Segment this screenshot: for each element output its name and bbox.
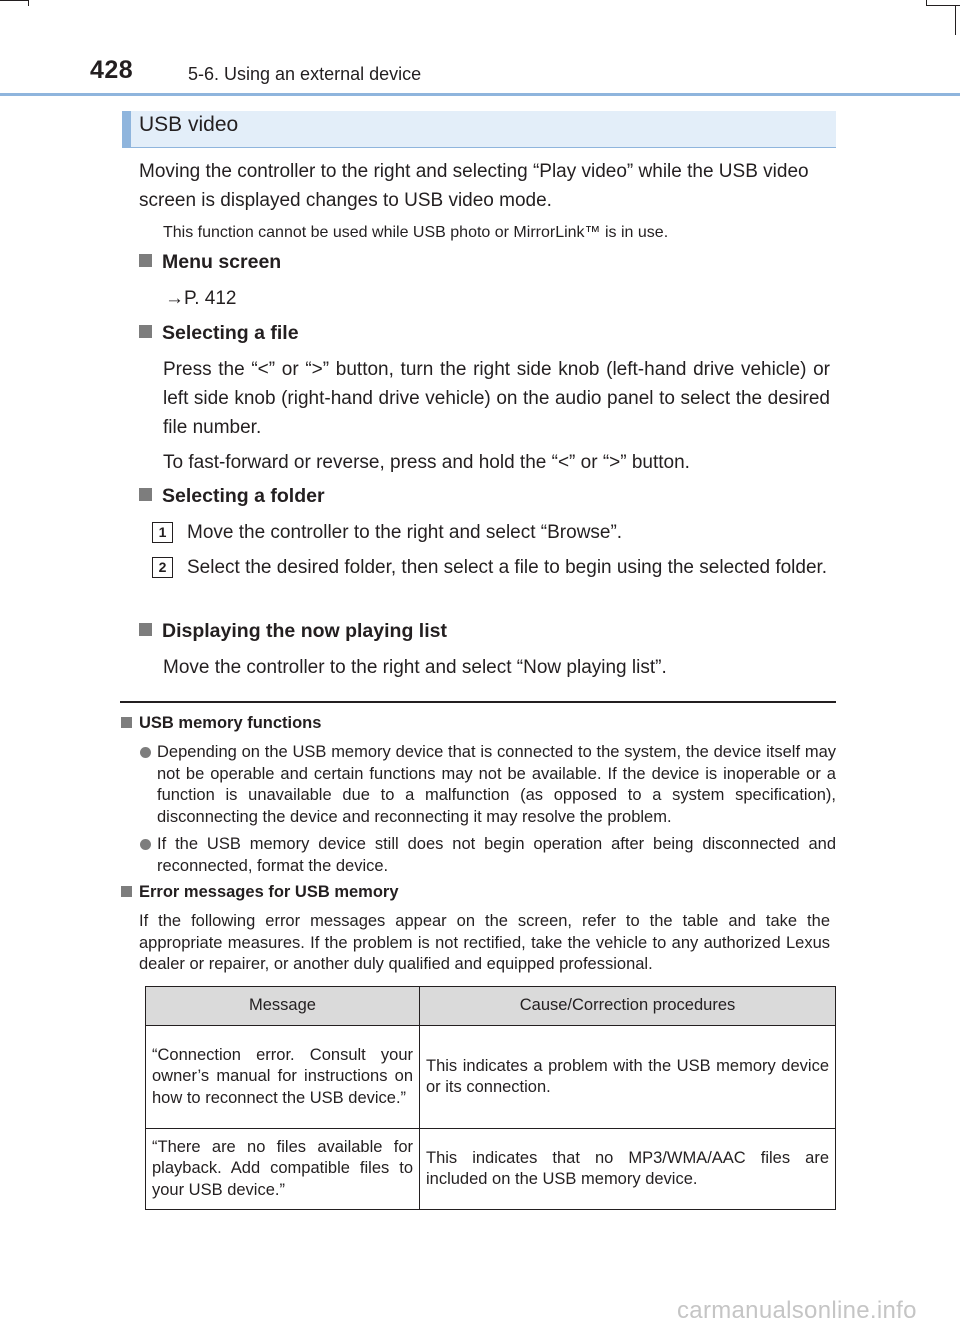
column-header-cause: Cause/Correction procedures	[420, 987, 836, 1026]
heading-text: Displaying the now playing list	[162, 620, 447, 642]
step-number-badge: 2	[152, 557, 173, 578]
section-heading: USB video	[139, 113, 239, 136]
table-header-row	[146, 987, 836, 1026]
section-heading-rule	[122, 147, 836, 148]
square-bullet-icon	[139, 623, 152, 636]
section-divider	[120, 701, 836, 703]
square-bullet-icon	[121, 886, 132, 897]
message-cell: “Connection error. Consult your owner’s manual for instructions on how to reconnect the USB device.”	[146, 1026, 420, 1129]
now-playing-heading	[139, 620, 447, 643]
step-text: Select the desired folder, then select a file to begin using the selected folder.	[187, 557, 828, 578]
square-bullet-icon	[139, 325, 152, 338]
section-title: 5-6. Using an external device	[188, 64, 422, 84]
section-heading-accent	[122, 111, 131, 147]
page-number: 428	[90, 56, 134, 84]
crop-mark	[28, 0, 29, 6]
cause-cell: This indicates that no MP3/WMA/AAC files are included on the USB memory device.	[420, 1129, 836, 1210]
error-messages-table	[145, 986, 836, 1210]
selecting-file-heading	[139, 322, 299, 345]
intro-line: Moving the controller to the right and selecting “Play video” while the USB video	[139, 161, 809, 182]
bullet-text: If the USB memory device still does not begin operation after being disconnected and reconnected, format the device.	[157, 835, 836, 875]
circle-bullet-icon	[140, 839, 151, 850]
intro-line: screen is displayed changes to USB video mode.	[139, 190, 552, 211]
heading-text: Selecting a folder	[162, 485, 325, 507]
step-number-badge: 1	[152, 522, 173, 543]
selecting-file-body: Press the “<” or “>” button, turn the right side knob (left-hand drive vehicle) or left side knob (right-hand drive vehicle) on the audio panel to select the desired file number.	[163, 359, 830, 438]
crop-mark	[955, 5, 956, 35]
square-bullet-icon	[121, 717, 132, 728]
circle-bullet-icon	[140, 747, 151, 758]
square-bullet-icon	[139, 254, 152, 267]
selecting-folder-heading	[139, 485, 325, 508]
column-header-message: Message	[146, 987, 420, 1026]
step-text: Move the controller to the right and select “Browse”.	[187, 522, 623, 543]
page-reference-link[interactable]: →P. 412	[165, 288, 237, 309]
table-row	[146, 1026, 836, 1129]
header-rule	[0, 93, 960, 96]
heading-text: Menu screen	[162, 251, 282, 273]
usage-note: This function cannot be used while USB photo or MirrorLink™ is in use.	[163, 224, 669, 241]
error-messages-intro: If the following error messages appear on the screen, refer to the table and take the appropriate measures. If the problem is not rectified, take the vehicle to any authorized Lexus dealer or repairer, or another duly qualified and equipped professional.	[139, 912, 830, 973]
heading-text: Error messages for USB memory	[139, 883, 399, 901]
crop-mark	[0, 0, 28, 1]
memory-functions-heading	[121, 714, 321, 733]
heading-text: Selecting a file	[162, 322, 299, 344]
now-playing-body: Move the controller to the right and select “Now playing list”.	[163, 657, 667, 678]
cause-cell: This indicates a problem with the USB memory device or its connection.	[420, 1026, 836, 1129]
intro-paragraph	[139, 157, 839, 215]
bullet-text: Depending on the USB memory device that is connected to the system, the device itself may not be operable and certain functions may not be available. If the device is inoperable or a function is unavailable due to a malfunction (as opposed to a system specification), disconnecting the device and reconnecting it may resolve the problem.	[157, 743, 836, 826]
heading-text: USB memory functions	[139, 714, 322, 732]
square-bullet-icon	[139, 488, 152, 501]
watermark-text: carmanualsonline.info	[677, 1297, 917, 1324]
table-row	[146, 1129, 836, 1210]
error-messages-heading	[121, 883, 399, 902]
message-cell: “There are no files available for playback. Add compatible files to your USB device.”	[146, 1129, 420, 1210]
fast-forward-note: To fast-forward or reverse, press and hold the “<” or “>” button.	[163, 452, 690, 473]
menu-screen-heading	[139, 251, 281, 274]
